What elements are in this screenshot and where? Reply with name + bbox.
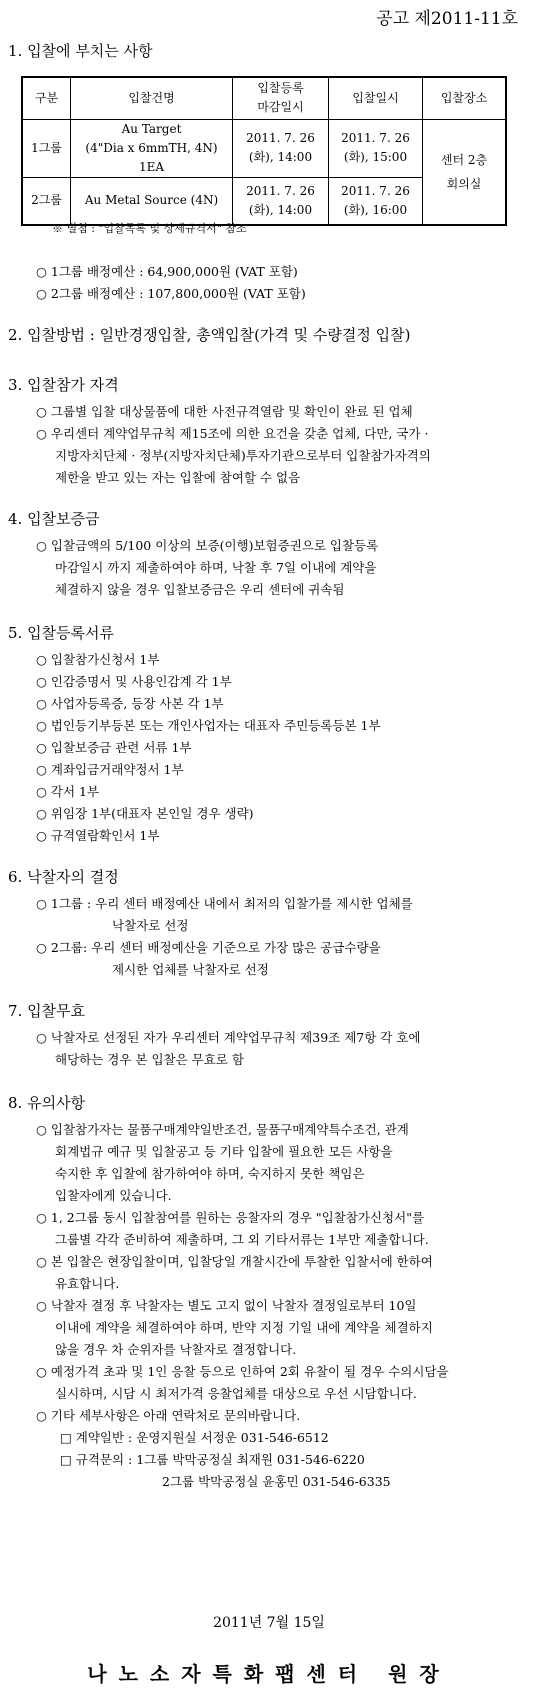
group-cell: 1그룹 <box>22 119 71 177</box>
section-3-title: 3. 입찰참가 자격 <box>8 376 119 394</box>
header-place: 입찰장소 <box>423 77 507 119</box>
text-line: ○ 본 입찰은 현장입찰이며, 입찰당일 개찰시간에 투찰한 입찰서에 한하여 <box>36 1254 433 1269</box>
text-line: 입찰자에게 있습니다. <box>55 1188 172 1203</box>
section-4-title: 4. 입찰보증금 <box>8 510 100 528</box>
text-line: ○ 낙찰자로 선정된 자가 우리센터 계약업무규칙 제39조 제7항 각 호에 <box>36 1030 421 1045</box>
header-group: 구분 <box>22 77 71 119</box>
bid-items-table <box>21 76 507 226</box>
place-cell: 센터 2층 회의실 <box>423 119 507 225</box>
text-line: ○ 입찰금액의 5/100 이상의 보증(이행)보험증권으로 입찰등록 <box>36 538 379 553</box>
header-bid-time: 입찰일시 <box>329 77 423 119</box>
text-line: 제시한 업체를 낙찰자로 선정 <box>112 962 269 977</box>
text-line: 실시하며, 시담 시 최저가격 응찰업체를 대상으로 우선 시담합니다. <box>55 1386 417 1401</box>
contact-line: □ 규격문의 : 1그룹 박막공정실 최재원 031-546-6220 <box>60 1452 365 1467</box>
table-row <box>22 119 506 177</box>
list-item: ○ 계좌입금거래약정서 1부 <box>36 762 184 777</box>
text-line: ○ 2그룹: 우리 센터 배정예산을 기준으로 가장 많은 공급수량을 <box>36 940 381 955</box>
section-5-title: 5. 입찰등록서류 <box>8 624 115 642</box>
list-item: ○ 인감증명서 및 사용인감계 각 1부 <box>36 674 232 689</box>
section-6-title: 6. 낙찰자의 결정 <box>8 868 119 886</box>
list-item: ○ 입찰보증금 관련 서류 1부 <box>36 740 192 755</box>
signature: 나노소자특화팹센터 원장 <box>87 1662 451 1686</box>
list-item: ○ 사업자등록증, 등장 사본 각 1부 <box>36 696 224 711</box>
announcement-date: 2011년 7월 15일 <box>213 1615 325 1631</box>
bid-time-cell: 2011. 7. 26 (화), 15:00 <box>329 119 423 177</box>
text-line: ○ 그룹별 입찰 대상물품에 대한 사전규격열람 및 확인이 완료 된 업체 <box>36 404 413 419</box>
group-cell: 2그룹 <box>22 177 71 225</box>
text-line: ○ 입찰참가자는 물품구매계약일반조건, 물품구매계약특수조건, 관계 <box>36 1122 409 1137</box>
budget-line: ○ 1그룹 배정예산 : 64,900,000원 (VAT 포함) <box>36 264 298 279</box>
section-8-title: 8. 유의사항 <box>8 1094 86 1112</box>
text-line: ○ 예정가격 초과 및 1인 응찰 등으로 인하여 2회 유찰이 될 경우 수의시담을 <box>36 1364 449 1379</box>
list-item: ○ 입찰참가신청서 1부 <box>36 652 160 667</box>
text-line: 지방자치단체 · 정부(지방자치단체)투자기관으로부터 입찰참가자격의 <box>55 448 431 463</box>
text-line: 그룹별 각각 준비하여 제출하며, 그 외 기타서류는 1부만 제출합니다. <box>55 1232 429 1247</box>
list-item: ○ 규격열람확인서 1부 <box>36 828 160 843</box>
attachment-note: ※ 별첨 : "입찰목록 및 상세규격서" 참조 <box>52 222 247 235</box>
text-line: ○ 낙찰자 결정 후 낙찰자는 별도 고지 없이 낙찰자 결정일로부터 10일 <box>36 1298 417 1313</box>
reg-deadline-cell: 2011. 7. 26 (화), 14:00 <box>233 177 329 225</box>
item-cell: Au Target (4"Dia x 6mmTH, 4N) 1EA <box>71 119 233 177</box>
contact-line: □ 계약일반 : 운영지원실 서정운 031-546-6512 <box>60 1430 329 1445</box>
text-line: 제한을 받고 있는 자는 입찰에 참여할 수 없음 <box>55 470 301 485</box>
list-item: ○ 법인등기부등본 또는 개인사업자는 대표자 주민등록등본 1부 <box>36 718 381 733</box>
text-line: 체결하지 않을 경우 입찰보증금은 우리 센터에 귀속됨 <box>55 582 345 597</box>
text-line: 않을 경우 차 순위자를 낙찰자로 결정합니다. <box>55 1342 297 1357</box>
text-line: ○ 우리센터 계약업무규칙 제15조에 의한 요건을 갖춘 업체, 다만, 국가 · <box>36 426 429 441</box>
text-line: ○ 1, 2그룹 동시 입찰참여를 원하는 응찰자의 경우 "입찰참가신청서"를 <box>36 1210 425 1225</box>
header-item: 입찰건명 <box>71 77 233 119</box>
contact-line: 2그룹 박막공정실 윤홍민 031-546-6335 <box>162 1474 391 1489</box>
budget-line: ○ 2그룹 배정예산 : 107,800,000원 (VAT 포함) <box>36 286 306 301</box>
header-reg-deadline: 입찰등록 마감일시 <box>233 77 329 119</box>
section-7-title: 7. 입찰무효 <box>8 1002 86 1020</box>
text-line: 유효합니다. <box>55 1276 120 1291</box>
text-line: ○ 기타 세부사항은 아래 연락처로 문의바랍니다. <box>36 1408 301 1423</box>
text-line: 이내에 계약을 체결하여야 하며, 반약 지정 기일 내에 계약을 체결하지 <box>55 1320 433 1335</box>
item-cell: Au Metal Source (4N) <box>71 177 233 225</box>
section-1-title: 1. 입찰에 부치는 사항 <box>8 42 153 60</box>
reg-deadline-cell: 2011. 7. 26 (화), 14:00 <box>233 119 329 177</box>
text-line: 낙찰자로 선정 <box>112 918 189 933</box>
text-line: 해당하는 경우 본 입찰은 무효로 함 <box>55 1052 244 1067</box>
bid-time-cell: 2011. 7. 26 (화), 16:00 <box>329 177 423 225</box>
list-item: ○ 각서 1부 <box>36 784 100 799</box>
list-item: ○ 위임장 1부(대표자 본인일 경우 생략) <box>36 806 254 821</box>
announcement-number: 공고 제2011-11호 <box>376 9 518 29</box>
text-line: 숙지한 후 입찰에 참가하여야 하며, 숙지하지 못한 책임은 <box>55 1166 365 1181</box>
text-line: 마감일시 까지 제출하여야 하며, 낙찰 후 7일 이내에 계약을 <box>55 560 377 575</box>
text-line: 회계법규 예규 및 입찰공고 등 기타 입찰에 필요한 모든 사항을 <box>55 1144 393 1159</box>
section-2-title: 2. 입찰방법 : 일반경쟁입찰, 총액입찰(가격 및 수량결정 입찰) <box>8 326 411 344</box>
text-line: ○ 1그룹 : 우리 센터 배정예산 내에서 최저의 입찰가를 제시한 업체를 <box>36 896 413 911</box>
